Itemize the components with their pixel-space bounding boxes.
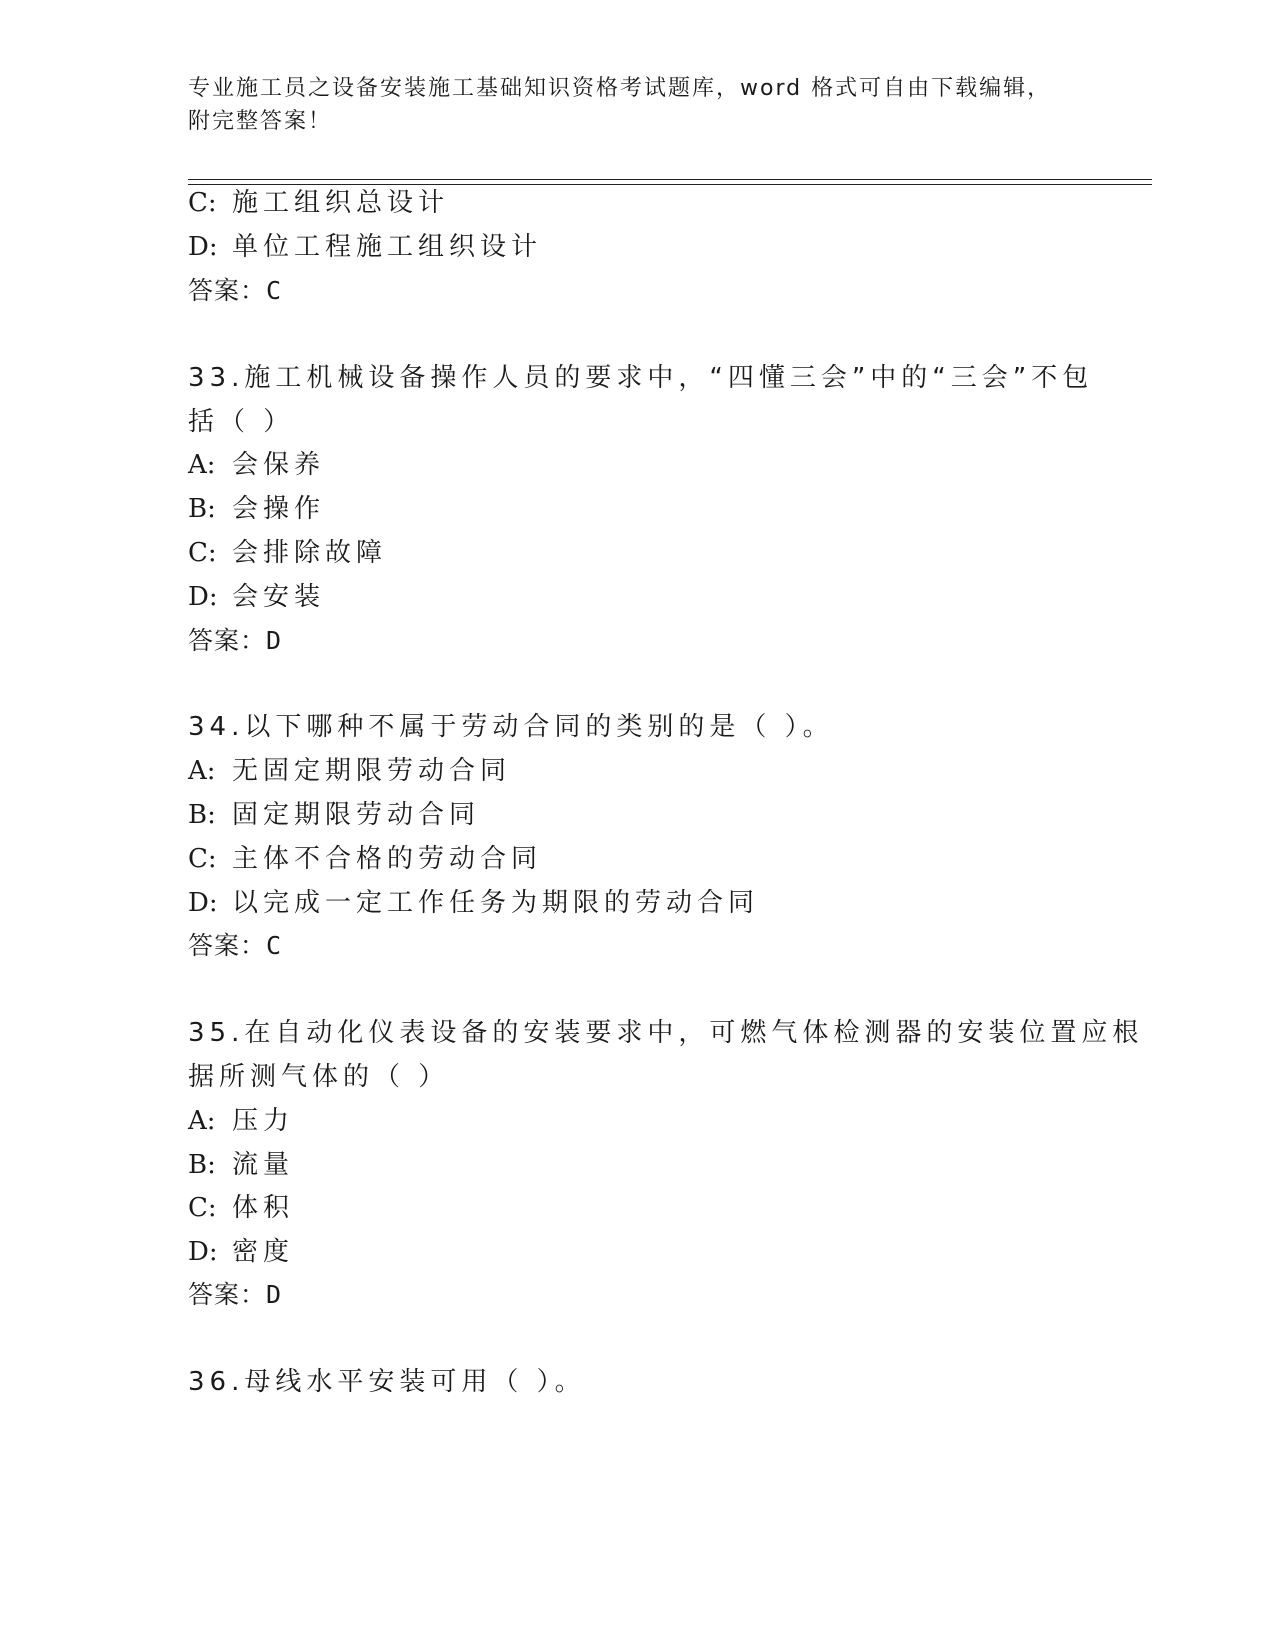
question-36-line-1: 36.母线水平安装可用（ ）。 <box>188 1367 586 1397</box>
document-header <box>188 72 1088 138</box>
option-label: D: <box>188 232 218 262</box>
question-33-line-1: 33.施工机械设备操作人员的要求中，“四懂三会”中的“三会”不包 <box>188 363 1094 393</box>
option-text: 固定期限劳动合同 <box>232 800 481 830</box>
option-text: 密度 <box>232 1237 295 1267</box>
option-label: B: <box>188 1150 216 1180</box>
option-d <box>188 885 759 921</box>
option-label: A: <box>188 450 216 480</box>
option-c <box>188 841 542 877</box>
option-label: A: <box>188 1106 216 1136</box>
option-text: 以完成一定工作任务为期限的劳动合同 <box>232 888 760 918</box>
option-label: C: <box>188 538 217 568</box>
option-d <box>188 229 542 265</box>
answer-line: 答案：C <box>188 931 283 960</box>
answer-line: 答案：D <box>188 626 283 655</box>
option-d <box>188 1234 294 1270</box>
option-text: 会操作 <box>232 494 326 524</box>
option-a <box>188 447 325 483</box>
option-label: C: <box>188 1193 217 1223</box>
option-text: 主体不合格的劳动合同 <box>232 844 543 874</box>
option-label: C: <box>188 844 217 874</box>
option-text: 单位工程施工组织设计 <box>232 232 543 262</box>
option-b <box>188 797 480 833</box>
option-text: 无固定期限劳动合同 <box>232 756 512 786</box>
question-35-line-1: 35.在自动化仪表设备的安装要求中，可燃气体检测器的安装位置应根 <box>188 1018 1144 1048</box>
option-label: B: <box>188 494 216 524</box>
header-divider-top <box>188 179 1152 180</box>
option-text: 会排除故障 <box>232 538 388 568</box>
option-text: 会保养 <box>232 450 326 480</box>
option-label: D: <box>188 582 218 612</box>
option-c <box>188 185 449 221</box>
option-d <box>188 579 325 615</box>
option-b <box>188 491 325 527</box>
option-c <box>188 535 387 571</box>
answer-line: 答案：D <box>188 1280 283 1309</box>
header-line-1: 专业施工员之设备安装施工基础知识资格考试题库，word 格式可自由下载编辑， <box>188 76 1052 101</box>
option-label: D: <box>188 1237 218 1267</box>
option-text: 施工组织总设计 <box>232 188 450 218</box>
answer-line: 答案：C <box>188 276 283 305</box>
question-34-line-1: 34.以下哪种不属于劳动合同的类别的是（ ）。 <box>188 712 834 742</box>
option-a <box>188 753 511 789</box>
header-line-2: 附完整答案！ <box>188 109 333 134</box>
question-33-line-2: 括（ ） <box>188 407 295 437</box>
option-label: A: <box>188 756 216 786</box>
option-text: 压力 <box>232 1106 295 1136</box>
option-a <box>188 1103 294 1139</box>
option-text: 流量 <box>232 1150 295 1180</box>
option-label: D: <box>188 888 218 918</box>
option-text: 体积 <box>232 1193 295 1223</box>
option-text: 会安装 <box>232 582 326 612</box>
option-label: B: <box>188 800 216 830</box>
option-b <box>188 1147 294 1183</box>
question-35-line-2: 据所测气体的（ ） <box>188 1062 450 1092</box>
option-c <box>188 1190 294 1226</box>
option-label: C: <box>188 188 217 218</box>
